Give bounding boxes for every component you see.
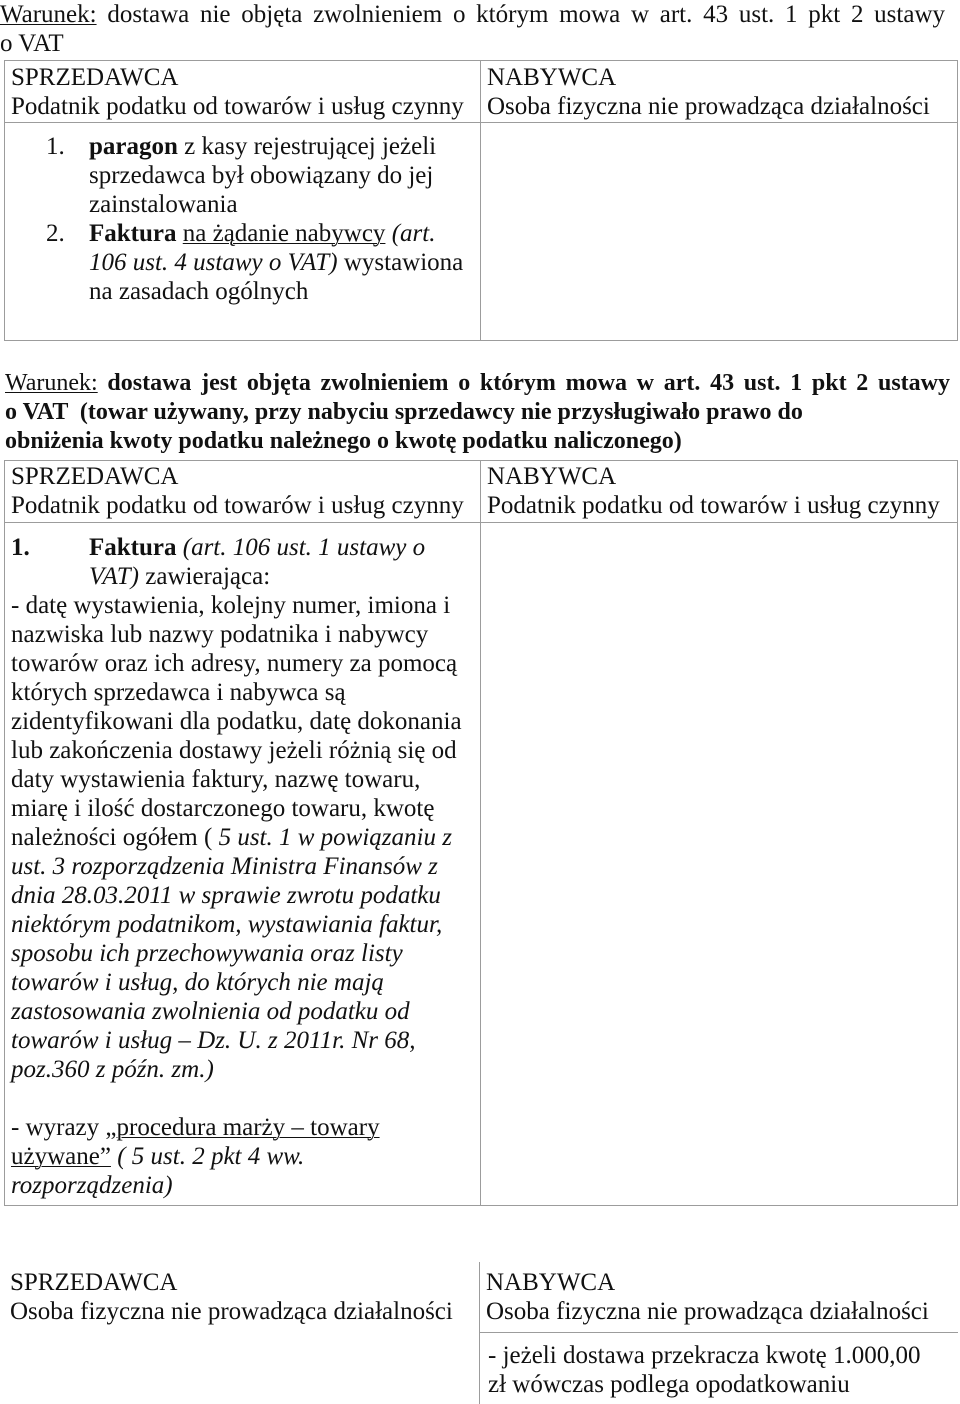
legal-basis-line: poz.360 z późn. zm.) — [11, 1056, 214, 1083]
marking-line — [11, 1113, 480, 1142]
condition-label: Warunek: — [0, 1, 97, 28]
seller-column — [4, 1262, 480, 1404]
seller-title: SPRZEDAWCA — [11, 463, 179, 490]
legal-reference: (art. 106 ust. 1 ustawy o — [182, 534, 426, 561]
condition-text: dostawa jest objęta zwolnieniem o którym mowa w art. 43 ust. 1 pkt 2 ustawy — [107, 370, 950, 396]
condition-text: obniżenia kwoty podatku należnego o kwotę podatku naliczonego) — [5, 428, 682, 454]
seller-documents-cell — [5, 523, 481, 1205]
table-body-row — [5, 523, 957, 1205]
condition-heading-1 — [0, 0, 945, 58]
documents-table-1 — [4, 60, 958, 341]
buyer-documents-cell — [481, 523, 957, 1205]
legal-basis-line: sposobu ich przechowywania oraz listy — [11, 940, 403, 967]
list-item-line — [11, 190, 480, 219]
condition-text: o VAT — [0, 30, 64, 57]
legal-basis-line: zastosowania zwolnienia od podatku od — [11, 998, 410, 1025]
buyer-status: Osoba fizyczna nie prowadząca działalności — [487, 93, 930, 120]
invoice-contents-line: - datę wystawienia, kolejny numer, imiona i — [11, 592, 451, 619]
table-body-row — [5, 123, 957, 340]
seller-status: Podatnik podatku od towarów i usług czynny — [11, 93, 464, 120]
invoice-contents-line: daty wystawienia faktury, nazwę towaru, — [11, 766, 421, 793]
condition-heading-line — [5, 398, 950, 427]
note-line: zł wówczas podlega opodatkowaniu — [488, 1371, 850, 1398]
seller-status: Podatnik podatku od towarów i usług czynny — [11, 492, 464, 519]
buyer-title: NABYWCA — [486, 1269, 616, 1296]
list-item-text: na zasadach ogólnych — [89, 278, 309, 305]
legal-reference: (art. — [391, 220, 436, 247]
marking-phrase: używane” — [11, 1143, 111, 1170]
condition-heading-line — [0, 29, 945, 58]
list-item-line — [11, 533, 480, 562]
buyer-header-cell — [481, 61, 957, 122]
marking-line: rozporządzenia) — [11, 1172, 173, 1199]
invoice-contents-line: lub zakończenia dostawy jeżeli różnią się od — [11, 737, 457, 764]
list-item-line — [11, 161, 480, 190]
list-item-number: 1. — [11, 534, 30, 561]
buyer-status: Podatnik podatku od towarów i usług czynny — [487, 492, 940, 519]
documents-table-2 — [4, 460, 958, 1206]
document-name: paragon — [89, 133, 178, 160]
legal-reference: 106 ust. 4 ustawy o VAT) — [89, 249, 338, 276]
list-item-text: z kasy rejestrującej jeżeli — [184, 133, 437, 160]
legal-basis-line: ust. 3 rozporządzenia Ministra Finansów z — [11, 853, 438, 880]
buyer-title: NABYWCA — [487, 463, 617, 490]
seller-title: SPRZEDAWCA — [11, 64, 179, 91]
buyer-documents-cell — [481, 123, 957, 340]
buyer-title: NABYWCA — [487, 64, 617, 91]
list-item-text: zainstalowania — [89, 191, 238, 218]
list-item-line — [11, 248, 480, 277]
list-item-text: wystawiona — [343, 249, 464, 276]
invoice-contents-line: zidentyfikowani dla podatku, datę dokonania — [11, 708, 462, 735]
list-item-line — [11, 562, 480, 591]
seller-header-cell — [5, 61, 481, 122]
list-item-number: 2. — [46, 220, 65, 247]
document-name: Faktura — [89, 534, 177, 561]
marking-prefix: - wyrazy „ — [11, 1114, 117, 1141]
document-condition: na żądanie nabywcy — [182, 220, 386, 247]
condition-heading-line — [5, 427, 950, 456]
legal-reference: VAT) — [89, 563, 139, 590]
condition-text: o VAT (towar używany, przy nabyciu sprzedawcy nie przysługiwało prawo do — [5, 399, 803, 425]
legal-basis-line: niektórym podatnikom, wystawiania faktur, — [11, 911, 443, 938]
condition-text: dostawa nie objęta zwolnieniem o którym mowa w art. 43 ust. 1 pkt 2 ustawy — [107, 1, 946, 28]
buyer-header-cell — [481, 461, 957, 522]
legal-reference: ( 5 ust. 2 pkt 4 ww. — [117, 1143, 305, 1170]
buyer-header-cell — [480, 1262, 958, 1333]
invoice-contents-text: należności ogółem ( — [11, 824, 213, 851]
seller-documents-cell — [5, 123, 481, 340]
condition-heading-line — [5, 369, 950, 398]
table-header-row — [5, 461, 957, 523]
legal-basis-line: dnia 28.03.2011 w sprawie zwrotu podatku — [11, 882, 441, 909]
invoice-contents-line — [11, 823, 480, 852]
invoice-contents-line: miarę i ilość dostarczonego towaru, kwotę — [11, 795, 435, 822]
seller-header-cell — [5, 461, 481, 522]
table-header-row — [5, 61, 957, 123]
marking-line — [11, 1142, 480, 1171]
invoice-contents-line: nazwiska lub nazwy podatnika i nabywcy — [11, 621, 429, 648]
condition-label: Warunek: — [5, 370, 98, 396]
list-item-line — [11, 132, 480, 161]
marking-phrase: procedura marży – towary — [116, 1114, 380, 1141]
invoice-contents-line: których sprzedawca i nabywca są — [11, 679, 346, 706]
legal-basis-line: towarów i usług – Dz. U. z 2011r. Nr 68, — [11, 1027, 416, 1054]
buyer-note-cell — [480, 1333, 958, 1399]
blank-line — [11, 1084, 480, 1113]
seller-title: SPRZEDAWCA — [10, 1269, 178, 1296]
legal-basis-text: 5 ust. 1 w powiązaniu z — [218, 824, 452, 851]
legal-basis-line: towarów i usług, do których nie mają — [11, 969, 384, 996]
buyer-status: Osoba fizyczna nie prowadząca działalności — [486, 1298, 929, 1325]
list-item-text: zawierająca: — [145, 563, 271, 590]
note-line: - jeżeli dostawa przekracza kwotę 1.000,00 — [488, 1342, 921, 1369]
list-item-text: sprzedawca był obowiązany do jej — [89, 162, 434, 189]
list-item-line — [11, 219, 480, 248]
list-item-line — [11, 277, 480, 306]
document-name: Faktura — [89, 220, 177, 247]
condition-heading-2 — [5, 369, 950, 456]
seller-status: Osoba fizyczna nie prowadząca działalności — [10, 1298, 453, 1325]
condition-heading-line — [0, 0, 945, 29]
list-item-number: 1. — [46, 133, 65, 160]
invoice-contents-line: towarów oraz ich adresy, numery za pomocą — [11, 650, 458, 677]
buyer-column — [480, 1262, 958, 1404]
documents-table-3 — [4, 1262, 958, 1404]
